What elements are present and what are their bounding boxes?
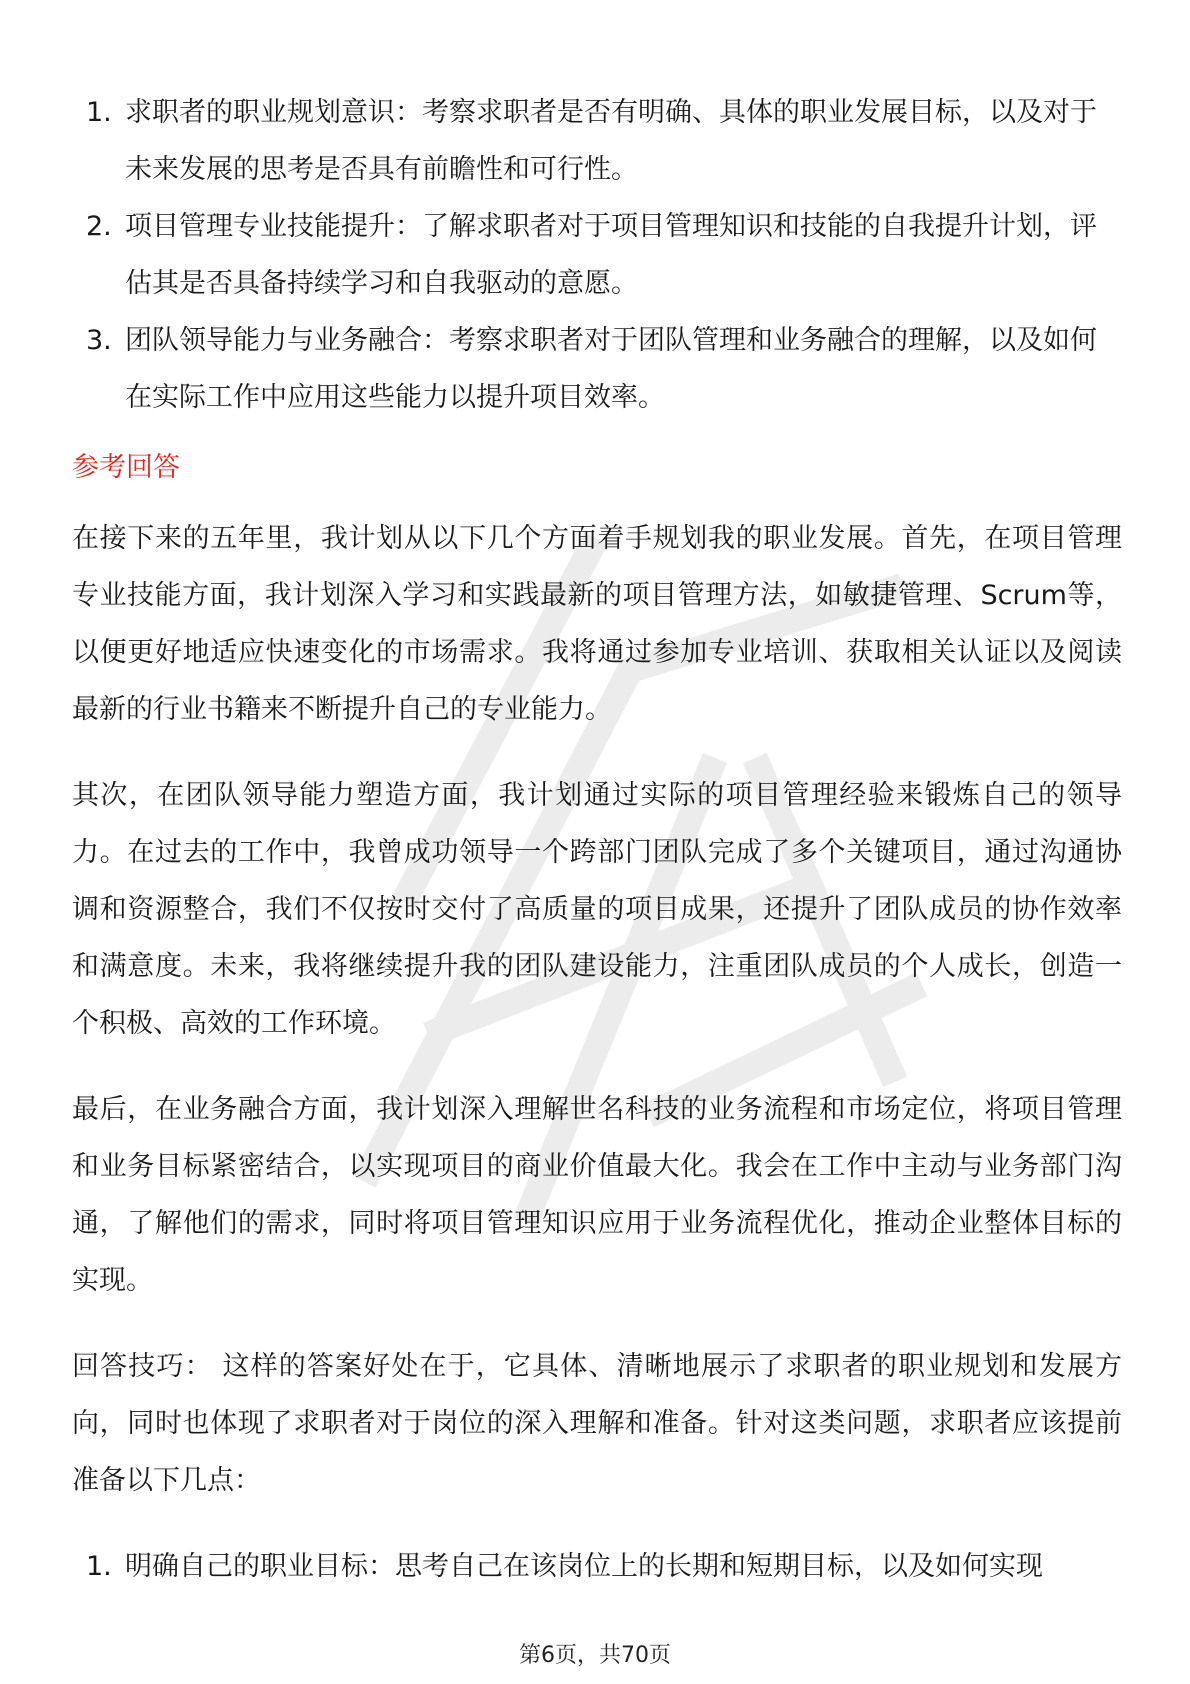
document-page <box>72 84 1122 1595</box>
answer-paragraph: 其次，在团队领导能力塑造方面，我计划通过实际的项目管理经验来锻炼自己的领导力。在过去的工作中，我曾成功领导一个跨部门团队完成了多个关键项目，通过沟通协调和资源整合，我们不仅按时交付了高质量的项目成果，还提升了团队成员的协作效率和满意度。未来，我将继续提升我的团队建设能力，注重团队成员的个人成长，创造一个积极、高效的工作环境。 <box>72 780 1122 1039</box>
list-number: 2. <box>86 211 112 242</box>
list-item <box>72 198 1122 312</box>
list-number: 1. <box>86 1551 112 1582</box>
list-text: 求职者的职业规划意识：考察求职者是否有明确、具体的职业发展目标，以及对于未来发展的思考是否具有前瞻性和可行性。 <box>125 97 1097 185</box>
list-number: 1. <box>86 97 112 128</box>
tips-list <box>72 1538 1122 1595</box>
list-number: 3. <box>86 325 112 356</box>
list-text: 项目管理专业技能提升：了解求职者对于项目管理知识和技能的自我提升计划，评估其是否具备持续学习和自我驱动的意愿。 <box>125 211 1097 299</box>
list-text: 明确自己的职业目标：思考自己在该岗位上的长期和短期目标，以及如何实现 <box>125 1551 1043 1582</box>
answer-paragraph: 最后，在业务融合方面，我计划深入理解世名科技的业务流程和市场定位，将项目管理和业务目标紧密结合，以实现项目的商业价值最大化。我会在工作中主动与业务部门沟通，了解他们的需求，同时将项目管理知识应用于业务流程优化，推动企业整体目标的实现。 <box>72 1094 1122 1296</box>
list-text: 团队领导能力与业务融合：考察求职者对于团队管理和业务融合的理解，以及如何在实际工作中应用这些能力以提升项目效率。 <box>125 325 1097 413</box>
page-footer: 第6页，共70页 <box>519 1643 671 1668</box>
section-heading: 参考回答 <box>72 452 180 483</box>
answer-paragraph: 在接下来的五年里，我计划从以下几个方面着手规划我的职业发展。首先，在项目管理专业技能方面，我计划深入学习和实践最新的项目管理方法，如敏捷管理、Scrum等，以便更好地适应快速变化的市场需求。我将通过参加专业培训、获取相关认证以及阅读最新的行业书籍来不断提升自己的专业能力。 <box>72 523 1122 725</box>
list-item <box>72 84 1122 198</box>
list-item <box>72 312 1122 426</box>
list-item <box>72 1538 1122 1595</box>
tips-paragraph: 回答技巧： 这样的答案好处在于，它具体、清晰地展示了求职者的职业规划和发展方向，同时也体现了求职者对于岗位的深入理解和准备。针对这类问题，求职者应该提前准备以下几点： <box>72 1351 1122 1496</box>
intro-criteria-list <box>72 84 1122 426</box>
